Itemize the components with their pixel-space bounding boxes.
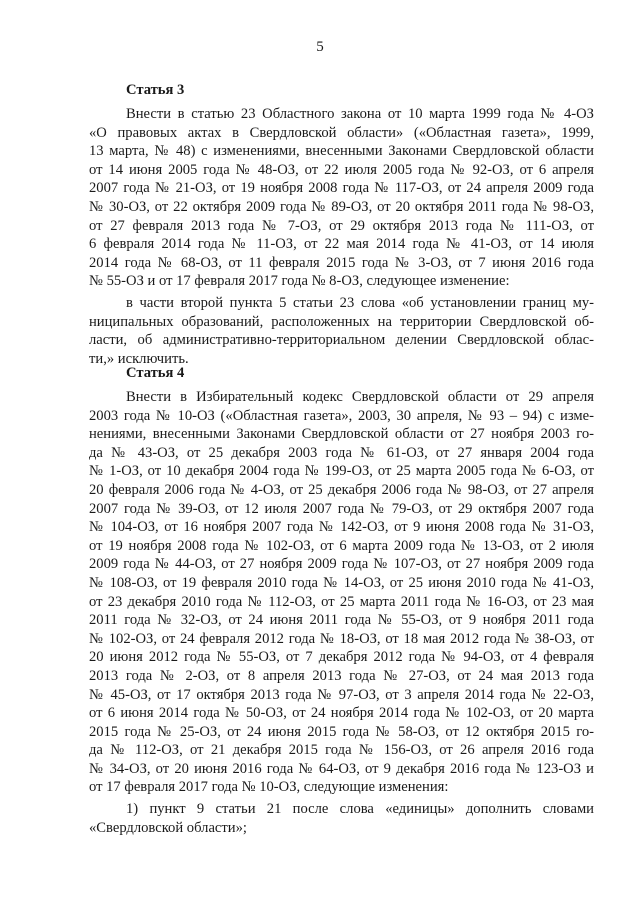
text-line: от 14 июня 2005 года № 48-ОЗ, от 22 июля 2005 года № 92-ОЗ, от 6 апреля: [89, 161, 594, 178]
text-line: «О правовых актах в Свердловской области» («Областная газета», 1999,: [89, 124, 594, 141]
text-line: 2011 года № 32-ОЗ, от 24 июня 2011 года № 55-ОЗ, от 9 ноября 2011 года: [89, 612, 594, 629]
text-line: 2015 года № 25-ОЗ, от 24 июня 2015 года № 58-ОЗ, от 12 октября 2015 го-: [89, 723, 594, 740]
text-line: да № 112-ОЗ, от 21 декабря 2015 года № 156-ОЗ, от 26 апреля 2016 года: [89, 742, 594, 759]
text-line: № 102-ОЗ, от 24 февраля 2012 года № 18-ОЗ, от 18 мая 2012 года № 38-ОЗ, от: [89, 630, 594, 647]
text-line: да № 43-ОЗ, от 25 декабря 2003 года № 61-ОЗ, от 27 января 2004 года: [89, 444, 594, 461]
text-line: от 6 июня 2014 года № 50-ОЗ, от 24 ноября 2014 года № 102-ОЗ, от 20 марта: [89, 705, 594, 722]
text-line: 2003 года № 10-ОЗ («Областная газета», 2003, 30 апреля, № 93 – 94) с изме-: [89, 407, 594, 424]
text-line: 2007 года № 21-ОЗ, от 19 ноября 2008 года № 117-ОЗ, от 24 апреля 2009 года: [89, 180, 594, 197]
text-line: «Свердловской области»;: [89, 819, 247, 836]
article-3-heading: Статья 3: [126, 82, 185, 98]
text-line: № 45-ОЗ, от 17 октября 2013 года № 97-ОЗ, от 3 апреля 2014 года № 22-ОЗ,: [89, 686, 594, 703]
text-line: 2013 года № 2-ОЗ, от 8 апреля 2013 года № 27-ОЗ, от 24 мая 2013 года: [89, 667, 594, 684]
text-line: № 108-ОЗ, от 19 февраля 2010 года № 14-ОЗ, от 25 июня 2010 года № 41-ОЗ,: [89, 574, 594, 591]
text-line: 2014 года № 68-ОЗ, от 11 февраля 2015 года № 3-ОЗ, от 7 июня 2016 года: [89, 254, 594, 271]
article-3-amendment: [89, 294, 594, 368]
text-line: 20 февраля 2006 года № 4-ОЗ, от 25 декабря 2006 года № 98-ОЗ, от 27 апреля: [89, 481, 594, 498]
text-line: от 17 февраля 2017 года № 10-ОЗ, следующие изменения:: [89, 779, 449, 796]
page-number: 5: [316, 39, 324, 55]
text-line: от 23 декабря 2010 года № 112-ОЗ, от 25 марта 2011 года № 16-ОЗ, от 23 мая: [89, 593, 594, 610]
text-line: № 104-ОЗ, от 16 ноября 2007 года № 142-ОЗ, от 9 июня 2008 года № 31-ОЗ,: [89, 519, 594, 536]
text-line: 6 февраля 2014 года № 11-ОЗ, от 22 мая 2014 года № 41-ОЗ, от 14 июля: [89, 236, 594, 253]
text-line: ласти, об административно-территориальном делении Свердловской облас-: [89, 332, 594, 349]
text-line: 20 июня 2012 года № 55-ОЗ, от 7 декабря 2012 года № 94-ОЗ, от 4 февраля: [89, 649, 594, 666]
article-3-body: [89, 105, 594, 291]
text-line: Внести в Избирательный кодекс Свердловской области от 29 апреля: [126, 389, 594, 405]
text-line: № 30-ОЗ, от 22 октября 2009 года № 89-ОЗ, от 20 октября 2011 года № 98-ОЗ,: [89, 198, 594, 215]
text-line: 2009 года № 44-ОЗ, от 27 ноября 2009 года № 107-ОЗ, от 27 ноября 2009 года: [89, 556, 594, 573]
article-4-heading: Статья 4: [126, 365, 185, 381]
text-line: в части второй пункта 5 статьи 23 слова «об установлении границ му-: [126, 295, 594, 311]
text-line: Внести в статью 23 Областного закона от 10 марта 1999 года № 4-ОЗ: [126, 106, 594, 122]
text-line: № 55-ОЗ и от 17 февраля 2017 года № 8-ОЗ, следующее изменение:: [89, 273, 510, 290]
text-line: ти,» исключить.: [89, 350, 189, 367]
text-line: нениями, внесенными Законами Свердловской области от 27 ноября 2003 го-: [89, 426, 594, 443]
text-line: 13 марта, № 48) с изменениями, внесенными Законами Свердловской области: [89, 143, 594, 160]
text-line: № 1-ОЗ, от 10 декабря 2004 года № 199-ОЗ, от 25 марта 2005 года № 6-ОЗ, от: [89, 463, 594, 480]
article-4-amendment-1: [89, 800, 594, 837]
text-line: 2007 года № 39-ОЗ, от 12 июля 2007 года № 79-ОЗ, от 29 октября 2007 года: [89, 500, 594, 517]
article-4-body: [89, 388, 594, 797]
text-line: ниципальных образований, расположенных на территории Свердловской об-: [89, 313, 594, 330]
text-line: № 34-ОЗ, от 20 июня 2016 года № 64-ОЗ, от 9 декабря 2016 года № 123-ОЗ и: [89, 760, 594, 777]
text-line: от 27 февраля 2013 года № 7-ОЗ, от 29 октября 2013 года № 111-ОЗ, от: [89, 217, 594, 234]
text-line: 1) пункт 9 статьи 21 после слова «единицы» дополнить словами: [126, 801, 594, 817]
text-line: от 19 ноября 2008 года № 102-ОЗ, от 6 марта 2009 года № 13-ОЗ, от 2 июля: [89, 537, 594, 554]
